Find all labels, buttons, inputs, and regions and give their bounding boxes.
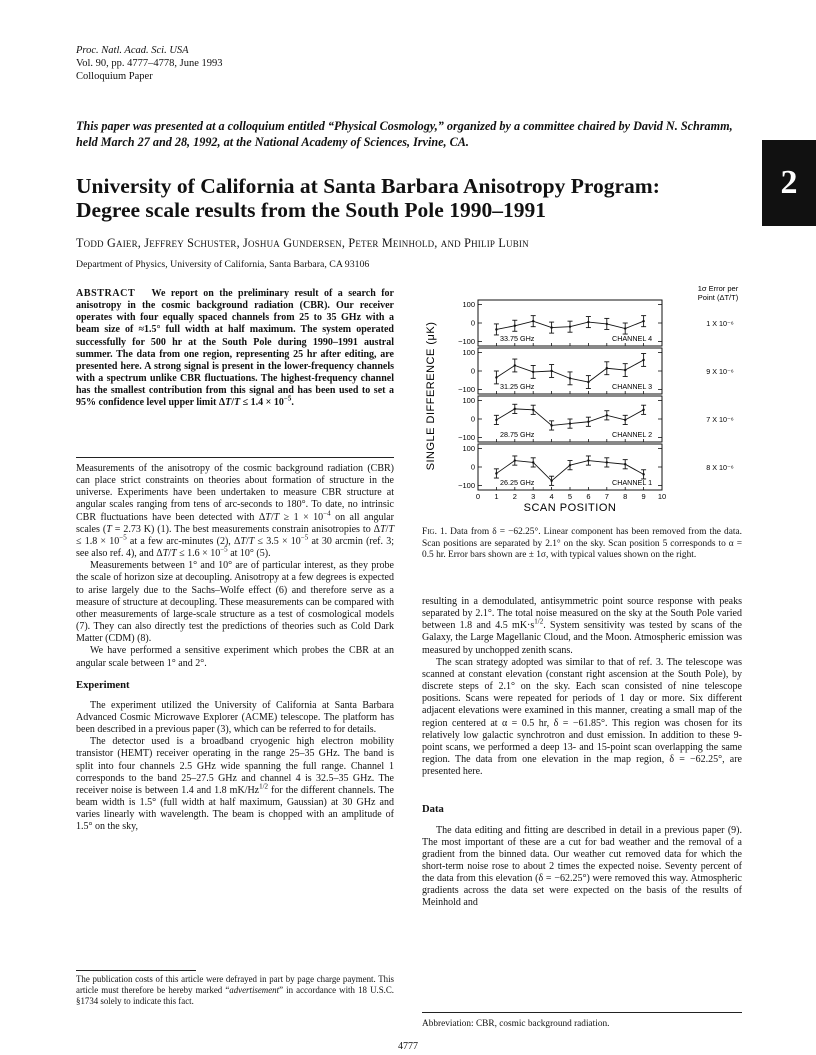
channel-3-data-point — [606, 367, 608, 369]
channel-1-data-point — [569, 464, 571, 466]
channel-3-ytick-label: −100 — [458, 385, 475, 394]
x-tick-label: 3 — [531, 492, 536, 501]
channel-3-data-point — [550, 370, 552, 372]
right-column-body — [422, 596, 742, 910]
y-axis-label: SINGLE DIFFERENCE (μK) — [425, 321, 437, 471]
channel-3-data-point — [642, 359, 644, 361]
channel-1-error-value: 8 X 10⁻⁶ — [706, 463, 734, 472]
abstract-rule — [76, 457, 394, 458]
channel-1-data-point — [642, 473, 644, 475]
colloquium-note: This paper was presented at a colloquium entitled “Physical Cosmology,” organized by a committee chaired by David N. Schramm, held March 27 and 28, 1992, at the National Academy of Sciences, Irvine, CA. — [76, 119, 733, 149]
channel-3-error-value: 9 X 10⁻⁶ — [706, 367, 734, 376]
channel-1-ytick-label: 0 — [470, 462, 475, 472]
experiment-paragraph-4: The scan strategy adopted was similar to that of ref. 3. The telescope was scanned at constant elevation (constant right ascension at the South Pole), by discrete steps of 2.1° on the sky. Each scan consisted of nine telescope positions. Scans were repeated for periods of 1 day or more. Six different adjacent elevations were examined in this manner, creating a small map of the region centered at α = 0.5 hr, δ = −61.85°. This region was chosen for its relatively low galactic synchrotron and dust emission. In addition to these 9-point scans, we performed a deep 13- and 15-point scan overlapping the same region. The data from one elevation in the map region, δ = −62.25°, are presented here. — [422, 656, 742, 778]
x-tick-label: 2 — [512, 492, 517, 501]
channel-2-data-point — [495, 419, 497, 421]
x-tick-label: 0 — [475, 492, 481, 501]
channel-3-channel-label: CHANNEL 3 — [612, 382, 653, 391]
channel-2-data-point — [587, 421, 589, 423]
page-number: 4777 — [398, 1041, 418, 1052]
channel-1-ytick-label: 100 — [462, 444, 475, 454]
journal-section: Colloquium Paper — [76, 71, 153, 82]
channel-4-channel-label: CHANNEL 4 — [612, 334, 653, 343]
channel-1-data-point — [514, 459, 516, 461]
abbreviation-rule — [422, 1012, 742, 1013]
channel-3-frequency-label: 31.25 GHz — [500, 382, 535, 391]
abstract-lead: ABSTRACT — [76, 288, 136, 299]
channel-4-data-point — [532, 320, 534, 322]
experiment-paragraph-2: The detector used is a broadband cryogenic high electron mobility transistor (HEMT) receiver operating in the range 25–35 GHz. The band is split into four channels 2.5 GHz wide spanning the full range. Channel 1 corresponds to the band 25–27.5 GHz and channel 4 is 32.5–35 GHz. The receiver noise is between 1.4 and 1.8 $mK/Hz^{1/2}$ for the different channels. The beam width is 1.5° (full width at half maximum, Gaussian) at 30 GHz and varies linearly with wavelength. The beam is chopped with an amplitude of 1.5° on the sky, — [76, 736, 394, 833]
channel-2-error-value: 7 X 10⁻⁶ — [706, 415, 734, 424]
channel-1-data-point — [550, 480, 552, 482]
data-paragraph-1: The data editing and fitting are described in detail in a previous paper (9). The most important of these are a cut for bad weather and the removal of a gradient from the binned data. Our weather cut removed data for which the short-term noise rose to about 2 times the expected noise. Seventy percent of the data from this elevation (δ = −62.25°) were removed this way. Atmospheric gradients across the data set were expected on the basis of the results of Meinhold and — [422, 824, 742, 909]
channel-2-data-point — [569, 422, 571, 424]
abbreviation-note: Abbreviation: CBR, cosmic background radiation. — [422, 1019, 610, 1029]
figure-1-chart — [420, 282, 750, 522]
intro-paragraph-3: We have performed a sensitive experiment which probes the CBR at an angular scale between 1° and 2°. — [76, 645, 394, 669]
channel-4-data-point — [606, 323, 608, 325]
journal-volume: Vol. 90, pp. 4777–4778, June 1993 — [76, 58, 223, 69]
channel-1-data-point — [495, 472, 497, 474]
channel-2-data-point — [624, 419, 626, 421]
x-tick-label: 4 — [549, 492, 554, 501]
channel-3-data-point — [624, 369, 626, 371]
channel-4-data-point — [642, 320, 644, 322]
caption-text: Data from δ = −62.25°. Linear component has been removed from the data. Scan positions are separated by 2.1° on the sky. Scan position 5 corresponds to α = 0.5 hr. Error bars shown are ± 1σ, with typical values shown on the right. — [422, 527, 742, 561]
channel-4-ytick-label: 100 — [462, 300, 475, 310]
channel-4-data-point — [624, 327, 626, 329]
channel-4-ytick-label: −100 — [458, 337, 475, 346]
x-tick-label: 5 — [567, 492, 573, 501]
abstract-text — [76, 288, 394, 410]
channel-2-ytick-label: −100 — [458, 433, 475, 442]
title-line-2: Degree scale results from the South Pole 1990–1991 — [76, 198, 546, 222]
channel-1-data-point — [532, 461, 534, 463]
channel-4-error-value: 1 X 10⁻⁶ — [706, 319, 734, 328]
experiment-paragraph-3: resulting in a demodulated, antisymmetric point source response with peaks separated by 2.1°. The total noise measured on the sky at the South Pole varied between 1.8 and 4.5 $mK\cdot s^{1/2}$. System sensitivity was tested by scans of the Galaxy, the Large Magellanic Cloud, and the Moon. Atmospheric emission was measured by unchopped zenith scans. — [422, 596, 742, 656]
channel-2-data-point — [550, 424, 552, 426]
channel-3-data-point — [495, 376, 497, 378]
left-column-body — [76, 463, 394, 834]
error-header-line-1: 1σ Error per — [697, 284, 739, 293]
x-tick-label: 10 — [657, 492, 667, 501]
channel-2-data-point — [642, 409, 644, 411]
channel-4-data-point — [514, 325, 516, 327]
channel-1-channel-label: CHANNEL 1 — [612, 478, 653, 487]
channel-4-data-point — [587, 321, 589, 323]
channel-4-data-point — [550, 326, 552, 328]
x-tick-label: 1 — [494, 492, 499, 501]
x-tick-label: 9 — [641, 492, 646, 501]
caption-label: Fig. 1. — [422, 527, 448, 537]
channel-3-data-point — [587, 381, 589, 383]
x-tick-label: 6 — [586, 492, 591, 501]
x-tick-label: 8 — [623, 492, 628, 501]
publication-footnote: The publication costs of this article were defrayed in part by page charge payment. This article must therefore be hereby marked “advertisement” in accordance with 18 U.S.C. §1734 solely to indicate this fact. — [76, 974, 394, 1006]
channel-2-channel-label: CHANNEL 2 — [612, 430, 653, 439]
heading-experiment: Experiment — [76, 679, 130, 691]
channel-1-data-point — [587, 459, 589, 461]
section-tab: 2 — [762, 140, 816, 226]
channel-2-data-point — [606, 414, 608, 416]
channel-1-ytick-label: −100 — [458, 481, 475, 490]
channel-3-ytick-label: 0 — [470, 366, 475, 376]
paper-title — [76, 174, 756, 222]
channel-3-ytick-label: 100 — [462, 348, 475, 358]
channel-3-data-point — [514, 364, 516, 366]
channel-2-data-point — [532, 409, 534, 411]
affiliation: Department of Physics, University of California, Santa Barbara, CA 93106 — [76, 259, 370, 270]
channel-4-data-point — [495, 328, 497, 330]
author-list: Todd Gaier, Jeffrey Schuster, Joshua Gundersen, Peter Meinhold, and Philip Lubin — [76, 236, 529, 250]
channel-2-ytick-label: 0 — [470, 414, 475, 424]
channel-4-frequency-label: 33.75 GHz — [500, 334, 535, 343]
channel-1-frequency-label: 26.25 GHz — [500, 478, 535, 487]
channel-2-data-point — [514, 408, 516, 410]
channel-1-data-point — [624, 463, 626, 465]
channel-4-data-point — [569, 325, 571, 327]
heading-data: Data — [422, 804, 444, 816]
x-axis-label: SCAN POSITION — [523, 502, 617, 514]
experiment-paragraph-1: The experiment utilized the University of California at Santa Barbara Advanced Cosmic Microwave Explorer (ACME) telescope. The platform has been described in a previous paper (3), which can be referred to for details. — [76, 699, 394, 736]
channel-2-frequency-label: 28.75 GHz — [500, 430, 535, 439]
channel-4-ytick-label: 0 — [470, 318, 475, 328]
intro-paragraph-1: Measurements of the anisotropy of the cosmic background radiation (CBR) can place strict constraints on theories about formation of structure in the universe. Experiments have been undertaken to measure CBR structure at angular scales ranging from tens of arc-seconds to 180°. To date, no intrinsic CBR fluctuations have been detected with $\Delta T/T \ge 1 \times 10^{-4}$ on all angular scales (T = 2.73 K) (1). The best measurements constrain anisotropies to $\Delta T/T \le 1.8 \times 10^{-5}$ at a few arc-minutes (2), $\Delta T/T \le 3.5 \times 10^{-5}$ at 30 arcmin (ref. 3; see also ref. 4), and $\Delta T/T \le 1.6 \times 10^{-5}$ at 10° (5). — [76, 463, 395, 560]
intro-paragraph-2: Measurements between 1° and 10° are of particular interest, as they probe the scale of horizon size at decoupling. Anisotropy at a few degrees is expected to arise largely due to the Sachs–Wolfe effect (6) and therefore serve as a measure of structure at decoupling. These measurements can be compared with other measurements of large-scale structure as a test of cosmological models (7). They can also directly test the predictions of theories such as Cold Dark Matter (CDM) (8). — [76, 560, 394, 645]
footnote-rule — [76, 970, 196, 971]
error-header-line-2: Point (ΔT/T) — [697, 293, 739, 302]
figure-1-caption — [422, 527, 742, 562]
x-tick-label: 7 — [604, 492, 609, 501]
channel-2-ytick-label: 100 — [462, 396, 475, 406]
journal-name: Proc. Natl. Acad. Sci. USA — [76, 45, 189, 56]
abstract — [76, 288, 394, 410]
figure-1 — [420, 282, 750, 522]
title-line-1: University of California at Santa Barbara Anisotropy Program: — [76, 174, 660, 198]
channel-1-data-point — [606, 461, 608, 463]
journal-header — [76, 44, 223, 83]
abstract-body: We report on the preliminary result of a search for anisotropy in the cosmic background radiation (CBR). Our receiver operates with four equally spaced channels from 25 to 35 GHz with a beam size of ≈1.5° full width at half maximum. The system operated successfully for 500 hr at the South Pole during 1990–1991 austral summer. The data from one region, representing 25 hr after editing, are presented here. A strong signal is present in the lower-frequency channels with a spectrum unlike CBR fluctuations. The highest-frequency channel has the smallest contribution from this signal and has been used to set a 95% confidence level upper limit $\Delta T/T \le 1.4 \times 10^{-5}$. — [76, 288, 394, 409]
channel-3-data-point — [569, 377, 571, 379]
channel-3-data-point — [532, 371, 534, 373]
